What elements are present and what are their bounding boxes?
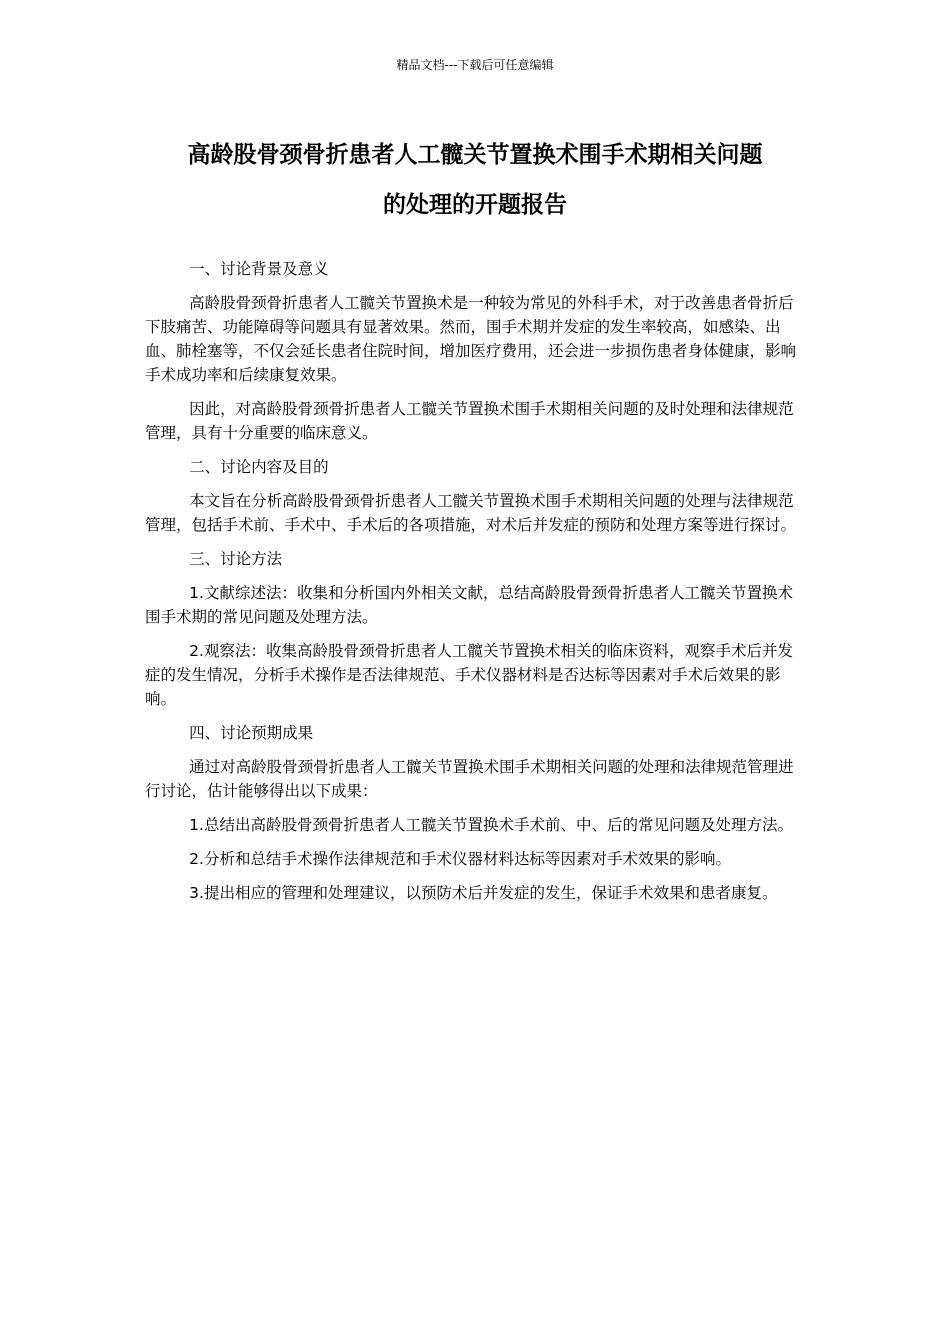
paragraph-significance: 因此，对高龄股骨颈骨折患者人工髋关节置换术围手术期相关问题的及时处理和法律规范管理，具有十分重要的临床意义。 xyxy=(145,400,794,442)
document-title xyxy=(145,130,805,230)
paragraph-background: 高龄股骨颈骨折患者人工髋关节置换术是一种较为常见的外科手术，对于改善患者骨折后下肢痛苦、功能障碍等问题具有显著效果。然而，围手术期并发症的发生率较高，如感染、出血、肺栓塞等，不仅会延长患者住院时间，增加医疗费用，还会进一步损伤患者身体健康，影响手术成功率和后续康复效果。 xyxy=(145,294,797,384)
document-title-line-1: 高龄股骨颈骨折患者人工髋关节置换术围手术期相关问题 xyxy=(187,142,763,168)
paragraph-result-1: 1.总结出高龄股骨颈骨折患者人工髋关节置换术手术前、中、后的常见问题及处理方法。 xyxy=(189,816,793,834)
paragraph-method-literature: 1.文献综述法：收集和分析国内外相关文献，总结高龄股骨颈骨折患者人工髋关节置换术围手术期的常见问题及处理方法。 xyxy=(145,584,793,626)
paragraph-results-intro: 通过对高龄股骨颈骨折患者人工髋关节置换术围手术期相关问题的处理和法律规范管理进行讨论，估计能够得出以下成果： xyxy=(145,758,794,800)
paragraph-result-3: 3.提出相应的管理和处理建议，以预防术后并发症的发生，保证手术效果和患者康复。 xyxy=(189,884,778,902)
document-body xyxy=(145,257,805,915)
section-heading-background: 一、讨论背景及意义 xyxy=(189,260,329,278)
page-header: 精品文档---下载后可任意编辑 xyxy=(396,58,554,72)
paragraph-method-observation: 2.观察法：收集高龄股骨颈骨折患者人工髋关节置换术相关的临床资料，观察手术后并发症的发生情况，分析手术操作是否法律规范、手术仪器材料是否达标等因素对手术后效果的影响。 xyxy=(145,642,793,708)
section-heading-method: 三、讨论方法 xyxy=(189,550,283,568)
section-heading-content: 二、讨论内容及目的 xyxy=(189,458,329,476)
document-title-line-2: 的处理的开题报告 xyxy=(383,192,567,218)
paragraph-result-2: 2.分析和总结手术操作法律规范和手术仪器材料达标等因素对手术效果的影响。 xyxy=(189,850,731,868)
section-heading-results: 四、讨论预期成果 xyxy=(189,724,314,742)
paragraph-content: 本文旨在分析高龄股骨颈骨折患者人工髋关节置换术围手术期相关问题的处理与法律规范管理，包括手术前、手术中、手术后的各项措施，对术后并发症的预防和处理方案等进行探讨。 xyxy=(145,492,797,534)
